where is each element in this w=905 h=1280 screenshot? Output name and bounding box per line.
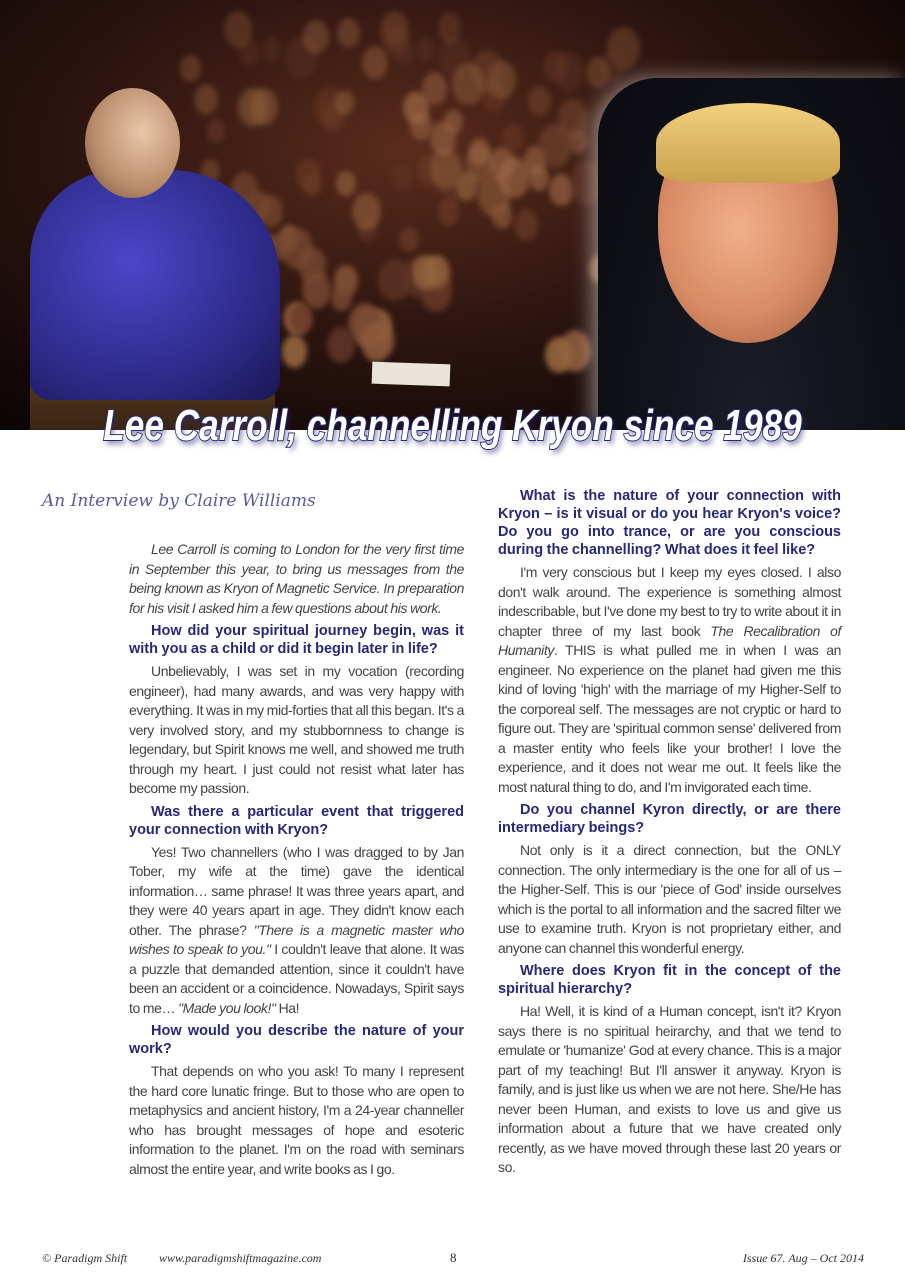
audience-member — [538, 124, 572, 168]
footer-website[interactable]: www.paradigmshiftmagazine.com — [159, 1251, 322, 1265]
paper-sign — [372, 362, 451, 387]
text-run: How would you describe the nature of your work? — [129, 1023, 464, 1057]
interview-question — [129, 622, 464, 658]
audience-member — [180, 55, 201, 82]
text-run: I couldn't leave that alone. It was a puzzle that demanded attention, since it couldn't have been an accident or a coincidence. Nowadays, Spirit says to me… — [129, 941, 464, 1016]
audience-member — [207, 119, 225, 143]
audience-member — [410, 112, 432, 140]
text-run: What is the nature of your connection with Kryon – is it visual or do you hear Kryon's voice? Do you go into trance, or are you conscious during the channelling? What does it feel like? — [498, 488, 841, 558]
text-run: Do you channel Kyron directly, or are there intermediary beings? — [498, 802, 841, 836]
audience-member — [289, 303, 313, 334]
audience-member — [336, 171, 355, 196]
italic-text: The Recalibration of Humanity — [498, 622, 841, 658]
audience-member — [452, 63, 485, 106]
speaker-head — [85, 88, 180, 198]
audience-member — [545, 337, 573, 374]
audience-member — [412, 255, 438, 289]
interview-question — [498, 487, 841, 559]
byline: An Interview by Claire Williams — [42, 491, 316, 511]
audience-member — [399, 227, 418, 252]
audience-member — [362, 46, 388, 79]
text-run: Ha! Well, it is kind of a Human concept, isn't it? Kryon says there is no spiritual heirarchy, and that we tend to emulate or 'humanize' God at every chance. This is a major part of my teaching! But I'll answer it anyway. Kryon is family, and is just like us when we are not here. She/He has never been Human, and exists to love us and give us information about a future that we have created only recently, as we have moved through these last 20 years or so. — [498, 1003, 841, 1175]
audience-member — [438, 198, 459, 226]
interview-question — [498, 801, 841, 837]
audience-member — [327, 327, 355, 363]
audience-member — [456, 172, 478, 200]
page-number: 8 — [450, 1250, 457, 1265]
speaker-figure — [30, 170, 280, 400]
audience-member — [382, 10, 408, 44]
italic-text: "Made you look!" — [178, 999, 276, 1016]
footer-copyright: © Paradigm Shift — [42, 1251, 128, 1265]
audience-member — [302, 271, 331, 309]
audience-member — [543, 51, 567, 83]
audience-member — [469, 138, 490, 165]
text-run: How did your spiritual journey begin, was it with you as a child or did it begin later in life? — [129, 623, 464, 657]
interview-answer — [129, 1062, 464, 1179]
audience-member — [194, 84, 218, 116]
audience-member — [303, 20, 330, 55]
text-run: Unbelievably, I was set in my vocation (recording engineer), had many awards, and was very happy with everything. It was in my mid-forties that all this began. It's a very involved story, and my stubbornness to change is legendary, but Spirit knows me well, and showed me truth through my heart. I just could not resist what later has become my passion. — [129, 663, 464, 796]
audience-member — [335, 90, 354, 114]
audience-member — [586, 57, 610, 88]
audience-member — [498, 157, 530, 199]
audience-member — [529, 165, 549, 191]
audience-member — [352, 193, 380, 230]
audience-member — [331, 284, 352, 311]
portrait-hair — [656, 103, 840, 183]
audience-member — [416, 37, 434, 61]
interview-question — [129, 1022, 464, 1058]
audience-member — [282, 335, 307, 368]
text-run: Where does Kryon fit in the concept of the spiritual hierarchy? — [498, 963, 841, 997]
text-run: . THIS is what pulled me in when I was an engineer. No experience on the planet had given me this kind of loving 'high' with the marriage of my Higher-Self to the corporeal self. The messages are not cryptic or hard to figure out. They are 'spiritual common sense' delivered from a master entity who feels like your brother! I love the experience, and it does not wear me out. It feels like the most natural thing to do, and I'm invigorated each time. — [498, 642, 841, 795]
text-run: That depends on who you ask! To many I represent the hard core lunatic fringe. But to those who are open to metaphysics and ancient history, I'm a 24-year channeller who has brought messages of hope and esoteric information to the planet. I'm on the road with seminars almost the entire year, and write books as I go. — [129, 1063, 464, 1177]
interview-answer — [129, 662, 464, 799]
audience-member — [492, 203, 512, 229]
audience-member — [238, 88, 268, 127]
text-run: Was there a particular event that triggered your connection with Kryon? — [129, 803, 464, 838]
audience-member — [528, 86, 551, 116]
audience-member — [262, 37, 281, 62]
interview-answer — [498, 1002, 841, 1178]
text-run: Yes! Two channellers (who I was dragged to by Jan Tober, my wife at the time) gave the identical information… same phrase! It was three years apart, and they were 40 years apart in age. They didn't know each other. The phrase? — [129, 843, 464, 938]
audience-member — [378, 259, 411, 302]
text-run: I'm very conscious but I keep my eyes closed. I also don't walk around. The experience is something almost indescribable, but I've done my best to try to write about it in chapter three of my last book — [498, 564, 841, 639]
audience-member — [502, 124, 524, 152]
audience-member — [514, 209, 538, 241]
audience-member — [392, 163, 413, 190]
page-footer — [42, 1250, 864, 1266]
interview-answer — [129, 843, 464, 1019]
text-run: Not only is it a direct connection, but the ONLY connection. The only intermediary is the one for all of us – the Higher-Self. This is our 'piece of God' inside ourselves which is the portal to all information and the sacred filter we use to examine truth. Kryon is not proprietary either, and anyone can channel this wonderful energy. — [498, 842, 841, 956]
interview-answer — [498, 563, 841, 797]
audience-member — [430, 121, 457, 156]
interview-answer — [129, 540, 464, 618]
italic-text: "There is a magnetic master who wishes to speak to you." — [129, 921, 464, 957]
article-title: Lee Carroll, channelling Kryon since 1989 — [103, 401, 802, 450]
text-run: Ha! — [275, 999, 300, 1016]
audience-member — [224, 11, 252, 47]
audience-member — [303, 173, 322, 197]
hero-photo — [0, 0, 905, 430]
left-column — [129, 540, 464, 1183]
audience-member — [337, 18, 360, 48]
right-column — [498, 487, 841, 1182]
portrait-inset — [598, 78, 905, 430]
italic-text: Lee Carroll is coming to London for the very first time in September this year, to bring us messages from the being known as Kryon of Magnetic Service. In preparation for his visit I asked him a few questions about his work. — [129, 541, 464, 616]
interview-answer — [498, 841, 841, 958]
interview-question — [129, 803, 464, 839]
interview-question — [498, 962, 841, 998]
audience-member — [361, 322, 392, 362]
footer-issue: Issue 67. Aug – Oct 2014 — [742, 1251, 864, 1265]
